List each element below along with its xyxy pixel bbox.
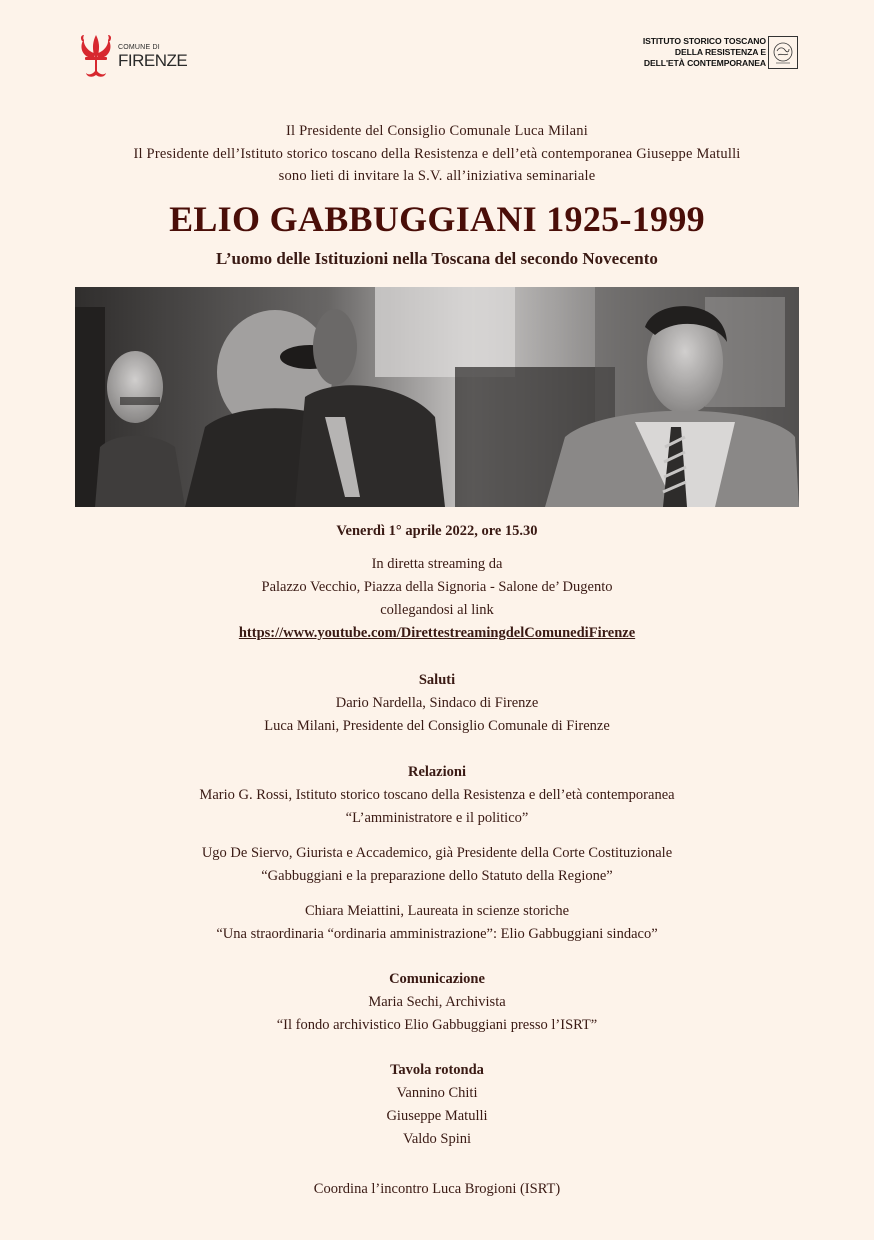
florentine-lily-icon (78, 33, 114, 79)
event-subtitle: L’uomo delle Istituzioni nella Toscana del secondo Novecento (216, 249, 658, 268)
streaming-line-1: In diretta streaming da (371, 556, 503, 572)
talk-topic: “L’amministratore e il politico” (345, 810, 529, 826)
talk-speaker: Chiara Meiattini, Laureata in scienze storiche (304, 903, 570, 919)
talk-topic: “Gabbuggiani e la preparazione dello Statuto della Regione” (261, 868, 613, 884)
comunicazione-topic: “Il fondo archivistico Elio Gabbuggiani presso l’ISRT” (276, 1017, 598, 1033)
intro-text (0, 120, 874, 188)
isrt-logo (643, 36, 798, 69)
talk-speaker: Mario G. Rossi, Istituto storico toscano della Resistenza e dell’età contemporanea (199, 787, 675, 803)
comune-firenze-logo (78, 32, 188, 80)
tavola-item: Valdo Spini (402, 1131, 472, 1147)
event-date: Venerdì 1° aprile 2022, ore 15.30 (336, 523, 538, 539)
comunicazione-section (0, 968, 874, 1037)
intro-line-1: Il Presidente del Consiglio Comunale Luca Milani (286, 123, 588, 139)
comunicazione-title: Comunicazione (389, 971, 485, 987)
isrt-logo-line1: ISTITUTO STORICO TOSCANO (642, 36, 766, 46)
event-info (0, 520, 874, 645)
streaming-line-3: collegandosi al link (380, 602, 494, 618)
saluti-section (0, 669, 874, 738)
intro-line-3: sono lieti di invitare la S.V. all’iniziativa seminariale (278, 168, 596, 184)
isrt-emblem-icon (768, 36, 798, 69)
isrt-logo-line3: DELL'ETÀ CONTEMPORANEA (643, 58, 766, 68)
youtube-stream-link[interactable]: https://www.youtube.com/DirettestreamingdelComunediFirenze (238, 625, 636, 641)
intro-line-2: Il Presidente dell’Istituto storico toscano della Resistenza e dell’età contemporanea Giuseppe Matulli (133, 145, 741, 162)
streaming-line-2: Palazzo Vecchio, Piazza della Signoria - Salone de’ Dugento (261, 579, 613, 595)
tavola-rotonda-section (0, 1059, 874, 1151)
isrt-logo-line2: DELLA RESISTENZA E (674, 47, 766, 57)
tavola-item: Giuseppe Matulli (386, 1108, 488, 1124)
talk-topic: “Una straordinaria “ordinaria amministrazione”: Elio Gabbuggiani sindaco” (216, 926, 658, 942)
logo-big-text: FIRENZE (118, 50, 188, 70)
logo-small-text: COMUNE DI (118, 43, 160, 51)
comunicazione-speaker: Maria Sechi, Archivista (368, 994, 506, 1010)
tavola-item: Vannino Chiti (396, 1085, 478, 1101)
event-title: ELIO GABBUGGIANI 1925-1999 (169, 199, 705, 239)
coordina-text: Coordina l’incontro Luca Brogioni (ISRT) (313, 1181, 561, 1197)
relazioni-section (0, 761, 874, 946)
saluti-item: Dario Nardella, Sindaco di Firenze (335, 695, 539, 711)
tavola-title: Tavola rotonda (390, 1062, 484, 1078)
saluti-title: Saluti (418, 672, 456, 688)
relazioni-title: Relazioni (408, 764, 466, 780)
historic-photo (75, 287, 799, 507)
talk-speaker: Ugo De Siervo, Giurista e Accademico, già Presidente della Corte Costituzionale (201, 845, 673, 861)
saluti-item: Luca Milani, Presidente del Consiglio Comunale di Firenze (264, 718, 610, 734)
